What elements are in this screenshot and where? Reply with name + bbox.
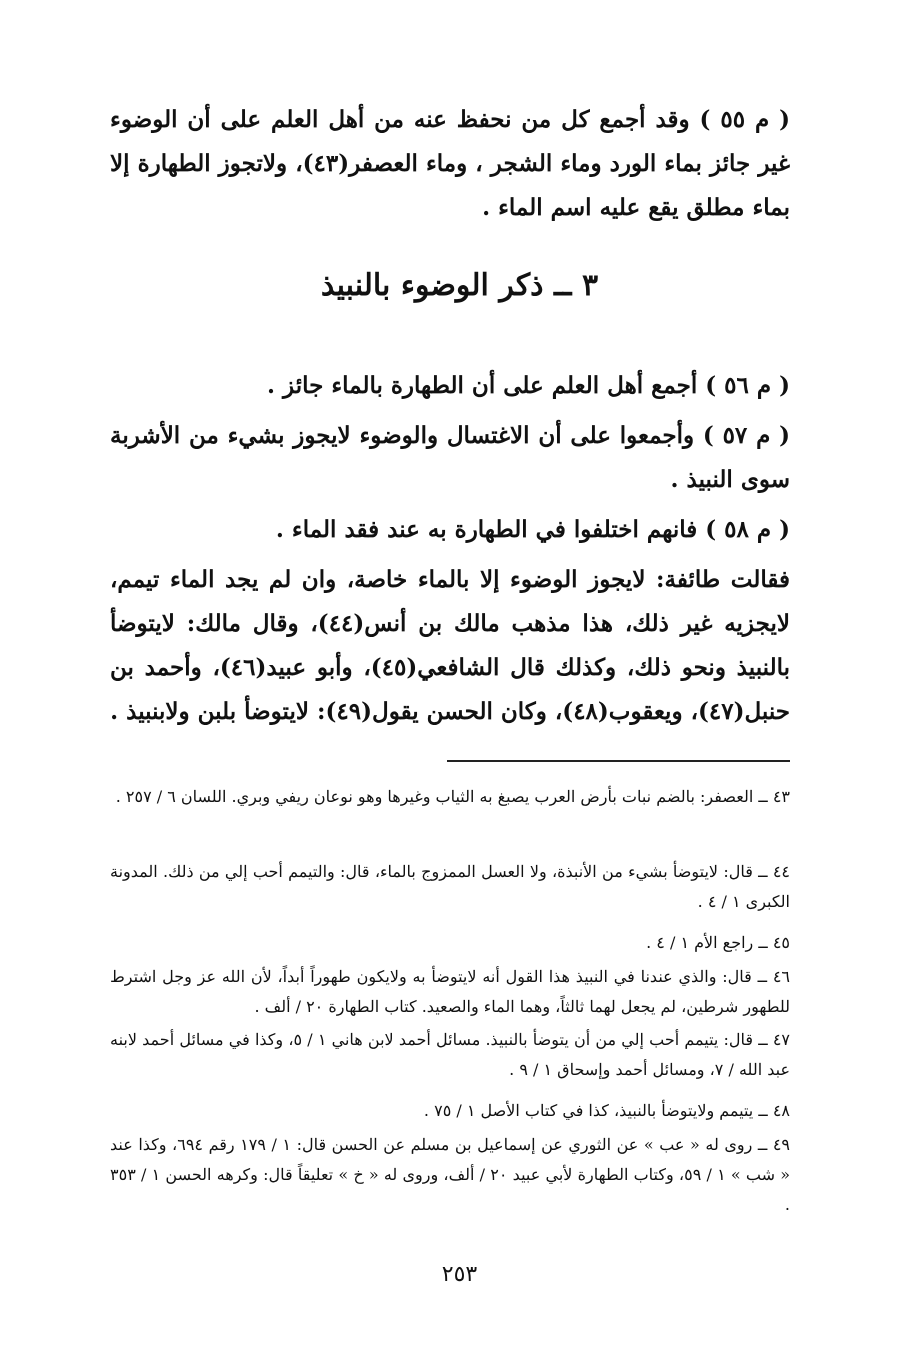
footnote-48: ٤٨ ــ يتيمم ولايتوضأ بالنبيذ، كذا في كتاب الأصل ١ / ٧٥ . [423, 1101, 790, 1120]
paragraph-m56: ( م ٥٦ ) أجمع أهل العلم على أن الطهارة بالماء جائز . [267, 372, 790, 399]
paragraph-m58: ( م ٥٨ ) فانهم اختلفوا في الطهارة به عند فقد الماء . [275, 516, 790, 543]
paragraph-m57: ( م ٥٧ ) وأجمعوا على أن الاغتسال والوضوء لايجوز بشيء من الأشربة سوى النبيذ . [110, 422, 790, 493]
paragraph-opinions: فقالت طائفة: لايجوز الوضوء إلا بالماء خاصة، وان لم يجد الماء تيمم، لايجزيه غير ذلك، هذا مذهب مالك بن أنس(٤٤)، وقال مالك: لايتوضأ بالنبيذ ونحو ذلك، وكذلك قال الشافعي(٤٥)، وأبو عبيد(٤٦)، وأحمد بن حنبل(٤٧)، ويعقوب(٤٨)، وكان الحسن يقول(٤٩): لايتوضأ بلبن ولابنبيذ . [110, 566, 790, 725]
section-heading: ٣ ــ ذكر الوضوء بالنبيذ [320, 268, 599, 303]
paragraph-m55: ( م ٥٥ ) وقد أجمع كل من نحفظ عنه من أهل العلم على أن الوضوء غير جائز بماء الورد وماء الشجر ، وماء العصفر(٤٣)، ولاتجوز الطهارة إلا بماء مطلق يقع عليه اسم الماء . [110, 106, 790, 221]
footnote-43: ٤٣ ــ العصفر: بالضم نبات بأرض العرب يصبغ به الثياب وغيرها وهو نوعان ريفي وبري. اللسان ٦ / ٢٥٧ . [115, 787, 790, 806]
footnote-44: ٤٤ ــ قال: لايتوضأ بشيء من الأنبذة، ولا العسل الممزوج بالماء، قال: والتيمم أحب إلي من ذلك. المدونة الكبرى ١ / ٤ . [110, 862, 790, 911]
footnote-49: ٤٩ ــ روى له « عب » عن الثوري عن إسماعيل بن مسلم عن الحسن قال: ١ / ١٧٩ رقم ٦٩٤، وكذا عند « شب » ١ / ٥٩، وكتاب الطهارة لأبي عبيد ٢٠ / ألف، وروى له « خ » تعليقاً قال: وكرهه الحسن ١ / ٣٥٣ . [110, 1135, 791, 1214]
footnote-divider [447, 760, 790, 762]
footnote-47: ٤٧ ــ قال: يتيمم أحب إلي من أن يتوضأ بالنبيذ. مسائل أحمد لابن هاني ١ / ٥، وكذا في مسائل أحمد لابنه عبد الله / ٧، ومسائل أحمد وإسحاق ١ / ٩ . [110, 1030, 791, 1079]
footnote-45: ٤٥ ــ راجع الأم ١ / ٤ . [646, 933, 790, 952]
footnote-46: ٤٦ ــ قال: والذي عندنا في النبيذ هذا القول أنه لايتوضأ به ولايكون طهوراً أبداً، لأن الله عز وجل اشترط للطهور شرطين، لم يجعل لهما ثالثاً، وهما الماء والصعيد. كتاب الطهارة ٢٠ / ألف . [110, 967, 791, 1016]
page-number: ٢٥٣ [441, 1262, 478, 1287]
